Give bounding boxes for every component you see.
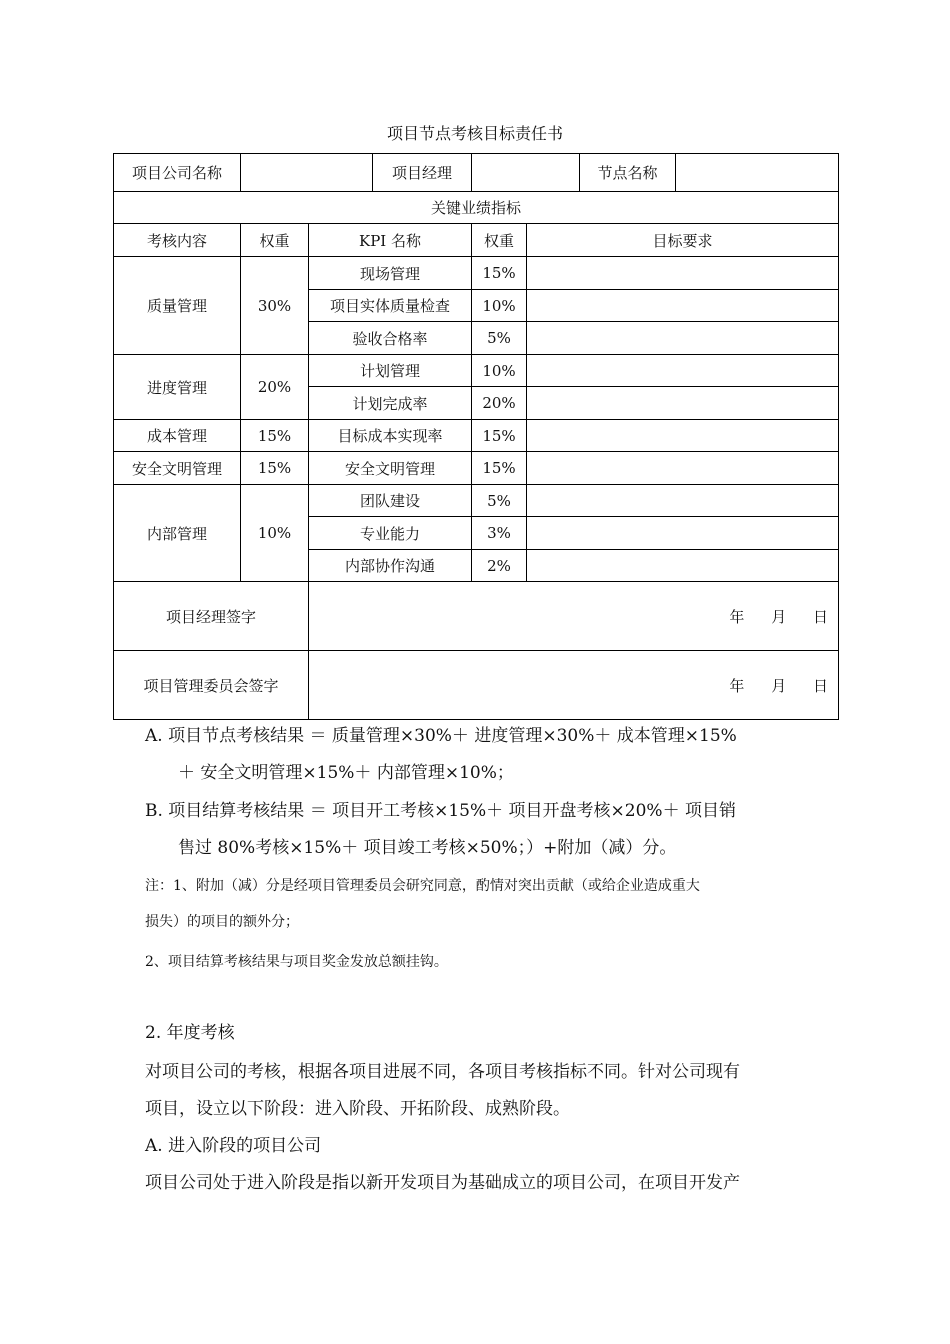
kpi-weight: 10% bbox=[472, 355, 527, 387]
kpi-name: 现场管理 bbox=[309, 257, 472, 290]
kpi-name: 内部协作沟通 bbox=[309, 550, 472, 582]
kpi-name: 专业能力 bbox=[309, 517, 472, 550]
target-field[interactable] bbox=[527, 420, 839, 452]
target-field[interactable] bbox=[527, 452, 839, 485]
column-header-row bbox=[114, 224, 839, 257]
kpi-weight: 15% bbox=[472, 452, 527, 485]
target-field[interactable] bbox=[527, 387, 839, 420]
committee-signature-label: 项目管理委员会签字 bbox=[114, 651, 309, 720]
kpi-weight: 5% bbox=[472, 485, 527, 517]
kpi-weight: 20% bbox=[472, 387, 527, 420]
node-name-field[interactable] bbox=[676, 154, 839, 192]
target-field[interactable] bbox=[527, 517, 839, 550]
kpi-weight: 10% bbox=[472, 290, 527, 322]
year-label: 年 bbox=[729, 607, 745, 626]
kpi-name: 项目实体质量检查 bbox=[309, 290, 472, 322]
formula-a-line2: ＋ 安全文明管理×15%＋ 内部管理×10%； bbox=[178, 763, 514, 783]
kpi-weight: 5% bbox=[472, 322, 527, 355]
kpi-name: 验收合格率 bbox=[309, 322, 472, 355]
kpi-weight: 2% bbox=[472, 550, 527, 582]
kpi-weight: 15% bbox=[472, 257, 527, 290]
table-row bbox=[114, 485, 839, 517]
table-row bbox=[114, 452, 839, 485]
table-row bbox=[114, 355, 839, 387]
page-title: 项目节点考核目标责任书 bbox=[386, 124, 563, 143]
kpi-weight: 15% bbox=[472, 420, 527, 452]
column-content: 考核内容 bbox=[114, 224, 241, 257]
day-label: 日 bbox=[812, 676, 828, 695]
kpi-name: 团队建设 bbox=[309, 485, 472, 517]
group-weight: 15% bbox=[241, 452, 309, 485]
committee-signature-field[interactable] bbox=[309, 651, 839, 720]
project-manager-label: 项目经理 bbox=[373, 154, 472, 192]
note-line2: 损失）的项目的额外分； bbox=[145, 914, 299, 930]
group-name: 内部管理 bbox=[114, 485, 241, 582]
kpi-weight: 3% bbox=[472, 517, 527, 550]
kpi-name: 安全文明管理 bbox=[309, 452, 472, 485]
target-field[interactable] bbox=[527, 257, 839, 290]
month-label: 月 bbox=[771, 676, 787, 695]
formula-a-line1: A. 项目节点考核结果 ＝ 质量管理×30%＋ 进度管理×30%＋ 成本管理×15% bbox=[145, 726, 737, 746]
target-field[interactable] bbox=[527, 290, 839, 322]
column-kpi-name: KPI 名称 bbox=[309, 224, 472, 257]
column-weight: 权重 bbox=[241, 224, 309, 257]
kpi-section-row bbox=[114, 192, 839, 224]
header-row bbox=[114, 154, 839, 192]
column-kpi-weight: 权重 bbox=[472, 224, 527, 257]
section-heading: 2. 年度考核 bbox=[145, 1023, 235, 1043]
year-label: 年 bbox=[729, 676, 745, 695]
paragraph-line: 对项目公司的考核，根据各项目进展不同，各项目考核指标不同。针对公司现有 bbox=[145, 1062, 740, 1082]
node-name-label: 节点名称 bbox=[580, 154, 676, 192]
company-name-label: 项目公司名称 bbox=[114, 154, 241, 192]
kpi-name: 计划完成率 bbox=[309, 387, 472, 420]
group-weight: 15% bbox=[241, 420, 309, 452]
formula-b-line2: 售过 80%考核×15%＋ 项目竣工考核×50%；）+附加（减）分。 bbox=[178, 838, 677, 858]
group-name: 成本管理 bbox=[114, 420, 241, 452]
day-label: 日 bbox=[812, 607, 828, 626]
company-name-field[interactable] bbox=[241, 154, 373, 192]
manager-signature-label: 项目经理签字 bbox=[114, 582, 309, 651]
manager-signature-field[interactable] bbox=[309, 582, 839, 651]
month-label: 月 bbox=[771, 607, 787, 626]
note-line3: 2、项目结算考核结果与项目奖金发放总额挂钩。 bbox=[145, 954, 448, 970]
paragraph-line: 项目公司处于进入阶段是指以新开发项目为基础成立的项目公司，在项目开发产 bbox=[145, 1173, 740, 1193]
note-line1: 注：1、附加（减）分是经项目管理委员会研究同意，酌情对突出贡献（或给企业造成重大 bbox=[145, 878, 700, 894]
target-field[interactable] bbox=[527, 355, 839, 387]
column-target: 目标要求 bbox=[527, 224, 839, 257]
kpi-section-title: 关键业绩指标 bbox=[114, 192, 839, 224]
group-weight: 20% bbox=[241, 355, 309, 420]
project-manager-field[interactable] bbox=[472, 154, 580, 192]
committee-signature-row bbox=[114, 651, 839, 720]
kpi-table bbox=[113, 153, 839, 720]
kpi-name: 计划管理 bbox=[309, 355, 472, 387]
paragraph-line: 项目，设立以下阶段：进入阶段、开拓阶段、成熟阶段。 bbox=[145, 1099, 570, 1119]
group-name: 安全文明管理 bbox=[114, 452, 241, 485]
group-weight: 10% bbox=[241, 485, 309, 582]
formula-b-line1: B. 项目结算考核结果 ＝ 项目开工考核×15%＋ 项目开盘考核×20%＋ 项目销 bbox=[145, 801, 736, 821]
table-row bbox=[114, 420, 839, 452]
kpi-name: 目标成本实现率 bbox=[309, 420, 472, 452]
group-name: 进度管理 bbox=[114, 355, 241, 420]
target-field[interactable] bbox=[527, 485, 839, 517]
group-weight: 30% bbox=[241, 257, 309, 355]
manager-signature-row bbox=[114, 582, 839, 651]
target-field[interactable] bbox=[527, 550, 839, 582]
target-field[interactable] bbox=[527, 322, 839, 355]
subsection-heading: A. 进入阶段的项目公司 bbox=[145, 1136, 322, 1156]
group-name: 质量管理 bbox=[114, 257, 241, 355]
table-row bbox=[114, 257, 839, 290]
